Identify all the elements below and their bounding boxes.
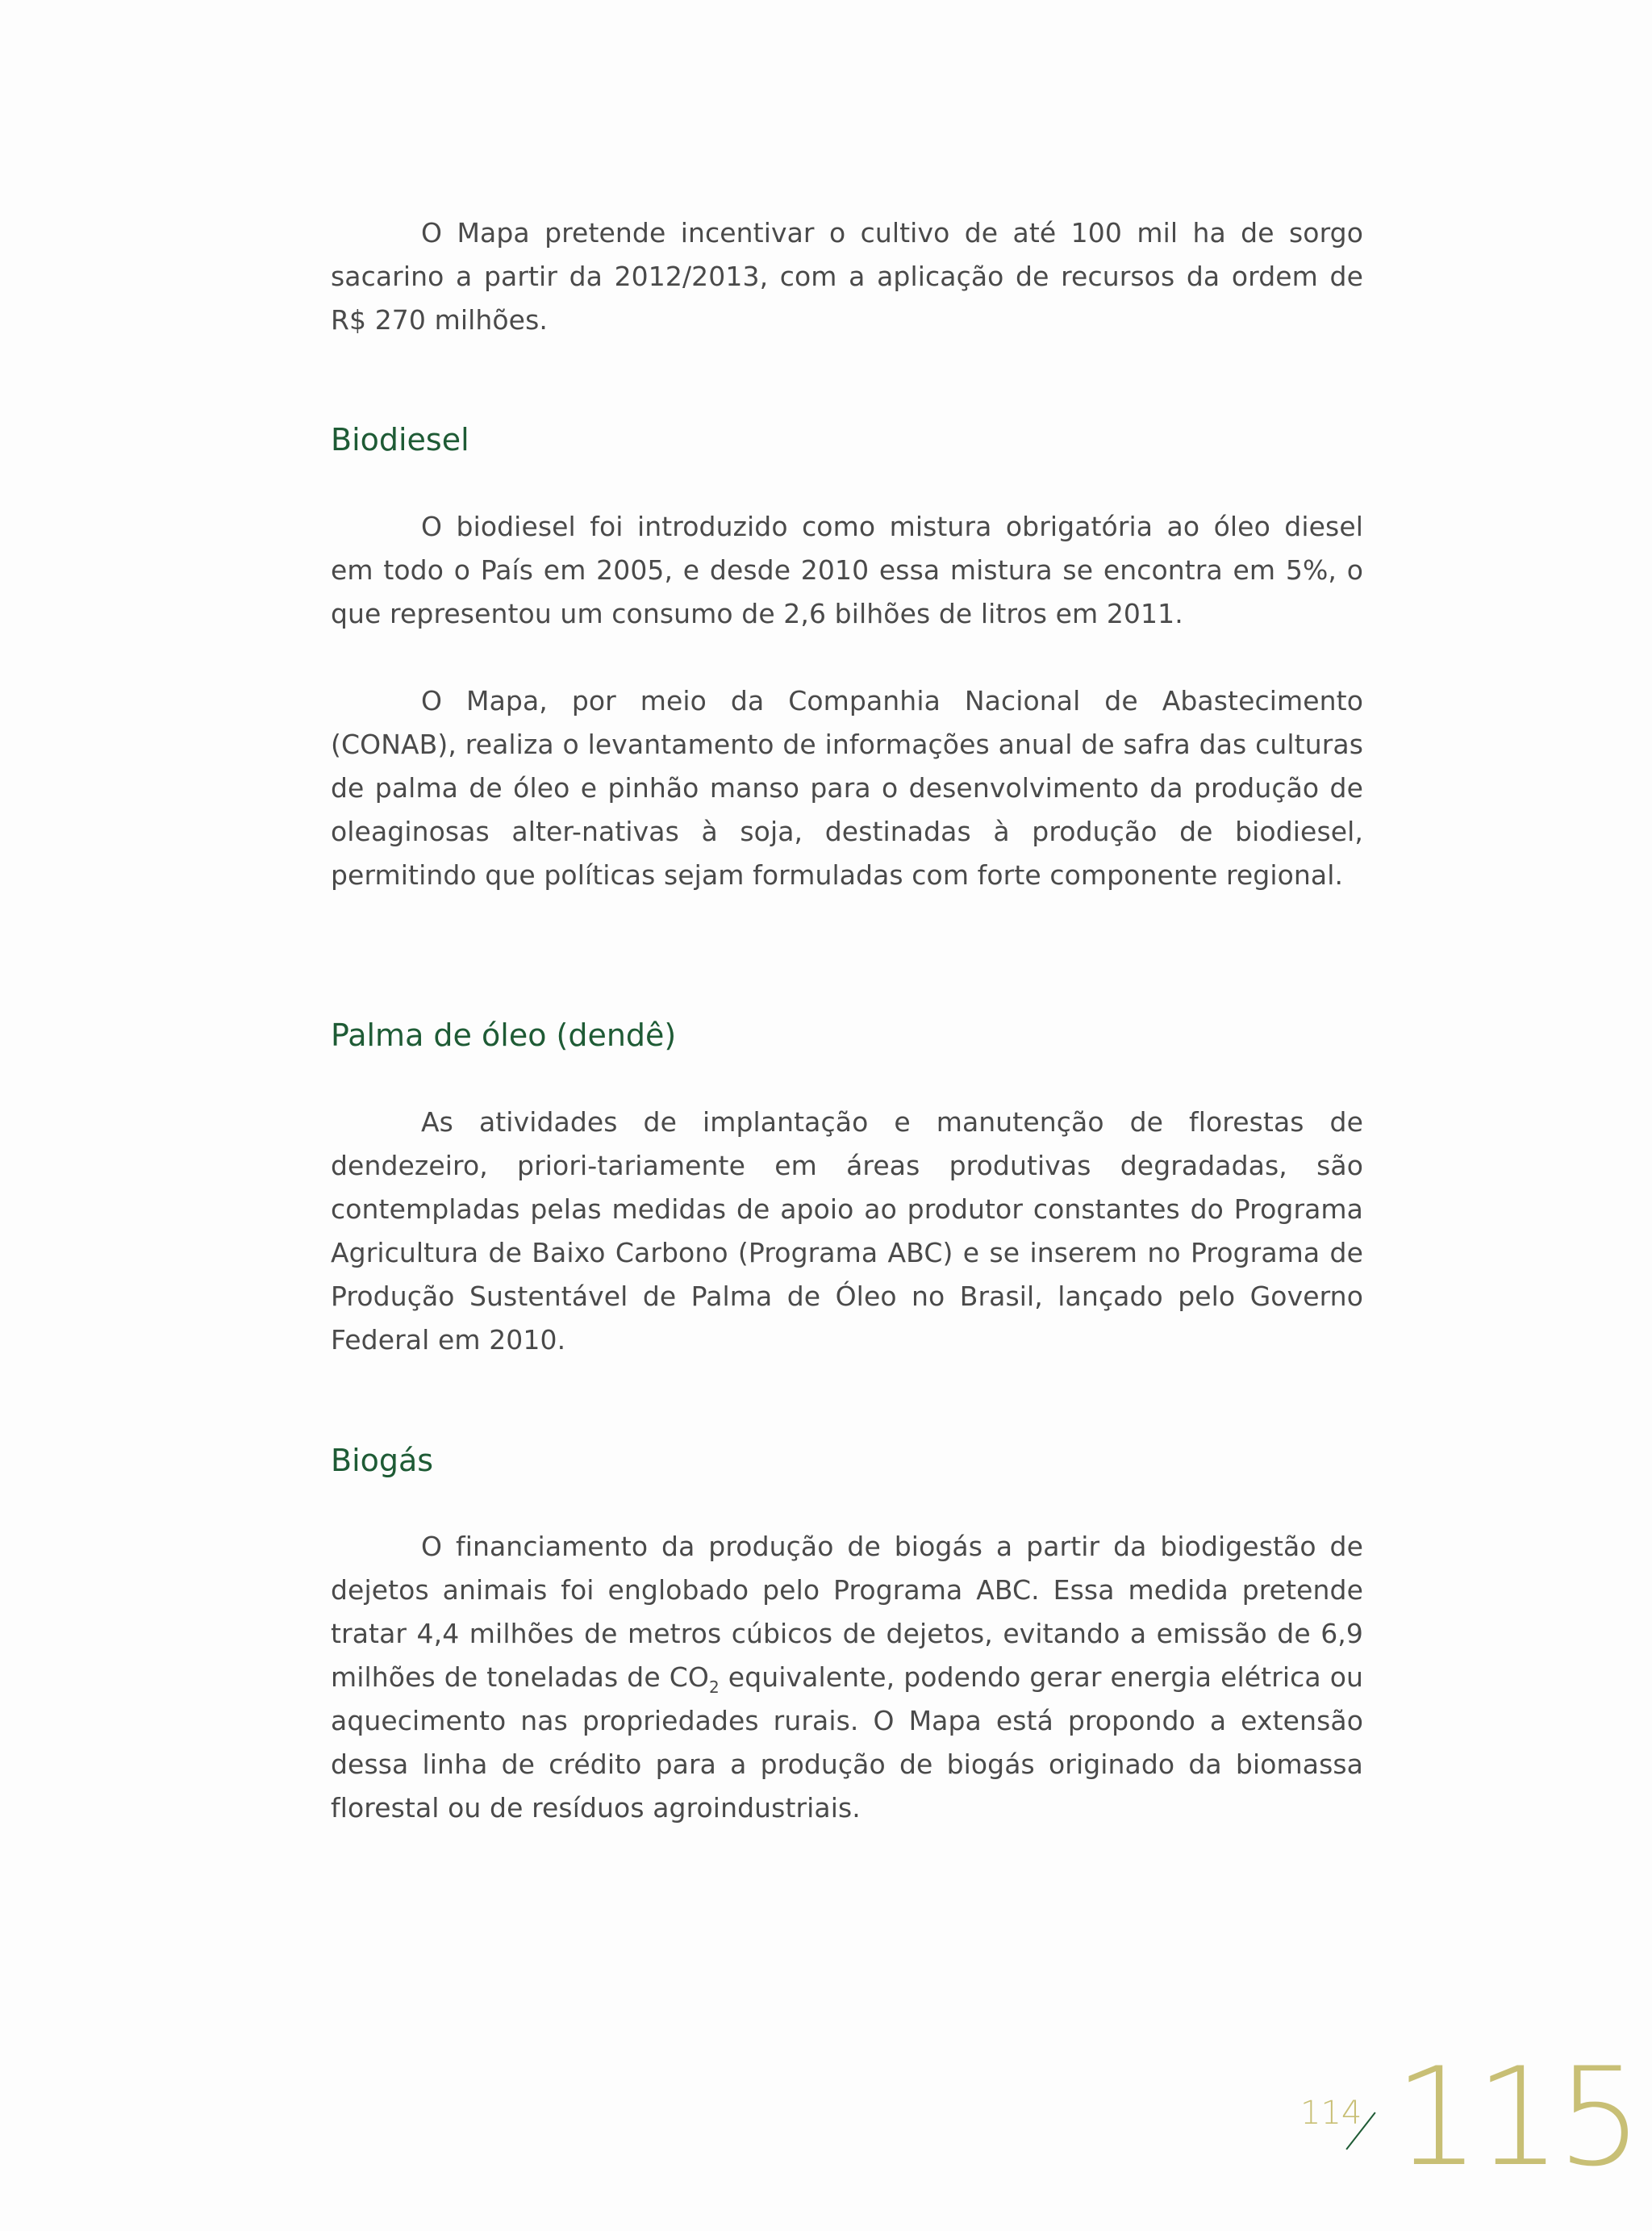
biodiesel-body <box>331 505 1363 636</box>
palma-body <box>331 1101 1363 1362</box>
biogas-text-part2: equivalente, podendo gerar energia elétrica ou aquecimento nas propriedades rurais. O Mapa está propondo a extensão dessa linha de crédito para a produção de biogás originado da biomassa florestal ou de resíduos agroindustriais. <box>331 1661 1363 1824</box>
biodiesel-paragraph-2: O Mapa, por meio da Companhia Nacional de Abastecimento (CONAB), realiza o levantamento de informações anual de safra das culturas de palma de óleo e pinhão manso para o desenvolvimento da produção de oleaginosas alter-nativas à soja, destinadas à produção de biodiesel, permitindo que políticas sejam formuladas com forte componente regional. <box>331 685 1363 891</box>
page-number-left: 114 <box>1300 2095 1362 2132</box>
biogas-body <box>331 1525 1363 1830</box>
palma-paragraph: As atividades de implantação e manutenção de florestas de dendezeiro, priori-tariamente em áreas produtivas degradadas, são contempladas pelas medidas de apoio ao produtor constantes do Programa Agricultura de Baixo Carbono (Programa ABC) e se inserem no Programa de Produção Sustentável de Palma de Óleo no Brasil, lançado pelo Governo Federal em 2010. <box>331 1106 1363 1356</box>
palma-heading: Palma de óleo (dendê) <box>331 1017 677 1053</box>
intro-paragraph: O Mapa pretende incentivar o cultivo de até 100 mil ha de sorgo sacarino a partir da 2012/2013, com a aplicação de recursos da ordem de R$ 270 milhões. <box>331 217 1363 336</box>
biodiesel-section <box>331 420 1363 460</box>
biogas-paragraph <box>331 1525 1363 1830</box>
intro-section <box>331 211 1363 342</box>
palma-section <box>331 1015 1363 1055</box>
co2-subscript: 2 <box>708 1677 720 1697</box>
biogas-text-part1: O financiamento da produção de biogás a partir da biodigestão de dejetos animais foi englobado pelo Programa ABC. Essa medida pretende tratar 4,4 milhões de metros cúbicos de dejetos, evitando a emissão de 6,9 milhões de toneladas de CO <box>331 1531 1363 1693</box>
biodiesel-body-2 <box>331 679 1363 897</box>
biogas-heading: Biogás <box>331 1443 434 1478</box>
biogas-section <box>331 1440 1363 1481</box>
biodiesel-heading: Biodiesel <box>331 422 469 457</box>
biodiesel-paragraph-1: O biodiesel foi introduzido como mistura obrigatória ao óleo diesel em todo o País em 2005, e desde 2010 essa mistura se encontra em 5%, o que representou um consumo de 2,6 bilhões de litros em 2011. <box>331 511 1363 629</box>
page-number-right: 115 <box>1394 2038 1638 2196</box>
